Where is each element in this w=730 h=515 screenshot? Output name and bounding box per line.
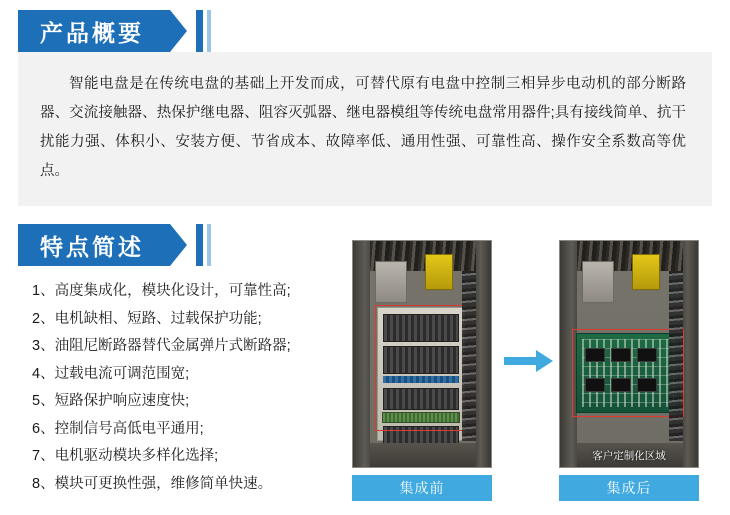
overview-header-banner (18, 10, 170, 52)
cabinet-door-right (683, 241, 698, 467)
after-caption: 集成后 (559, 475, 699, 501)
overview-paragraph: 智能电盘是在传统电盘的基础上开发而成，可替代原有电盘中控制三相异步电动机的部分断路器、交流接触器、热保护继电器、阻容灭弧器、继电器模组等传统电盘常用器件;具有接线简单、抗干扰能力强、体积小、安装方便、节省成本、故障率低、通用性强、可靠性高、操作安全系数高等优点。 (40, 76, 686, 179)
list-item: 2、电机缺相、短路、过载保护功能; (32, 310, 262, 327)
list-item: 8、模块可更换性强，维修简单快速。 (32, 475, 273, 492)
features-list (18, 284, 348, 491)
cabinet-yellow-module (632, 254, 660, 290)
features-header-banner (18, 224, 170, 266)
overview-body (18, 52, 712, 206)
before-panel (352, 240, 492, 501)
accent-bar-dark (196, 224, 203, 266)
cabinet-yellow-module (425, 254, 453, 290)
cabinet-door-right (476, 241, 491, 467)
product-overview-section (18, 10, 712, 206)
before-highlight-box (375, 305, 469, 431)
list-item: 6、控制信号高低电平通用; (32, 420, 204, 437)
list-item: 1、高度集成化，模块化设计，可靠性高; (32, 283, 291, 299)
features-heading: 特点简述 (40, 233, 144, 260)
cabinet-grey-module (375, 261, 407, 303)
accent-bar-light (207, 10, 211, 52)
list-item: 7、电机驱动模块多样化选择; (32, 448, 219, 464)
list-item: 4、过载电流可调范围宽; (32, 365, 190, 382)
arrow-shaft (504, 357, 538, 365)
comparison-area (352, 240, 712, 505)
arrow-head (536, 350, 553, 372)
before-caption: 集成前 (352, 475, 492, 501)
after-highlight-box (572, 329, 684, 417)
cabinet-grey-module (582, 261, 614, 303)
right-arrow-icon (504, 348, 554, 374)
list-item: 3、油阻尼断路器替代金属弹片式断路器; (32, 338, 291, 354)
overview-heading: 产品概要 (40, 19, 144, 46)
overview-header-accent-bars (196, 10, 211, 52)
cabinet-side-wiring (669, 271, 683, 441)
features-section (18, 224, 348, 504)
before-photo (352, 240, 492, 468)
features-header-accent-bars (196, 224, 211, 266)
cabinet-side-wiring (462, 271, 476, 441)
after-photo-label: 客户定制化区域 (592, 450, 666, 462)
accent-bar-light (207, 224, 211, 266)
after-panel (559, 240, 699, 501)
cabinet-door-left (353, 241, 370, 467)
overview-section-header (18, 10, 712, 52)
cabinet-base (370, 443, 476, 467)
features-section-header (18, 224, 348, 266)
accent-bar-dark (196, 10, 203, 52)
after-photo (559, 240, 699, 468)
list-item: 5、短路保护响应速度快; (32, 393, 190, 409)
